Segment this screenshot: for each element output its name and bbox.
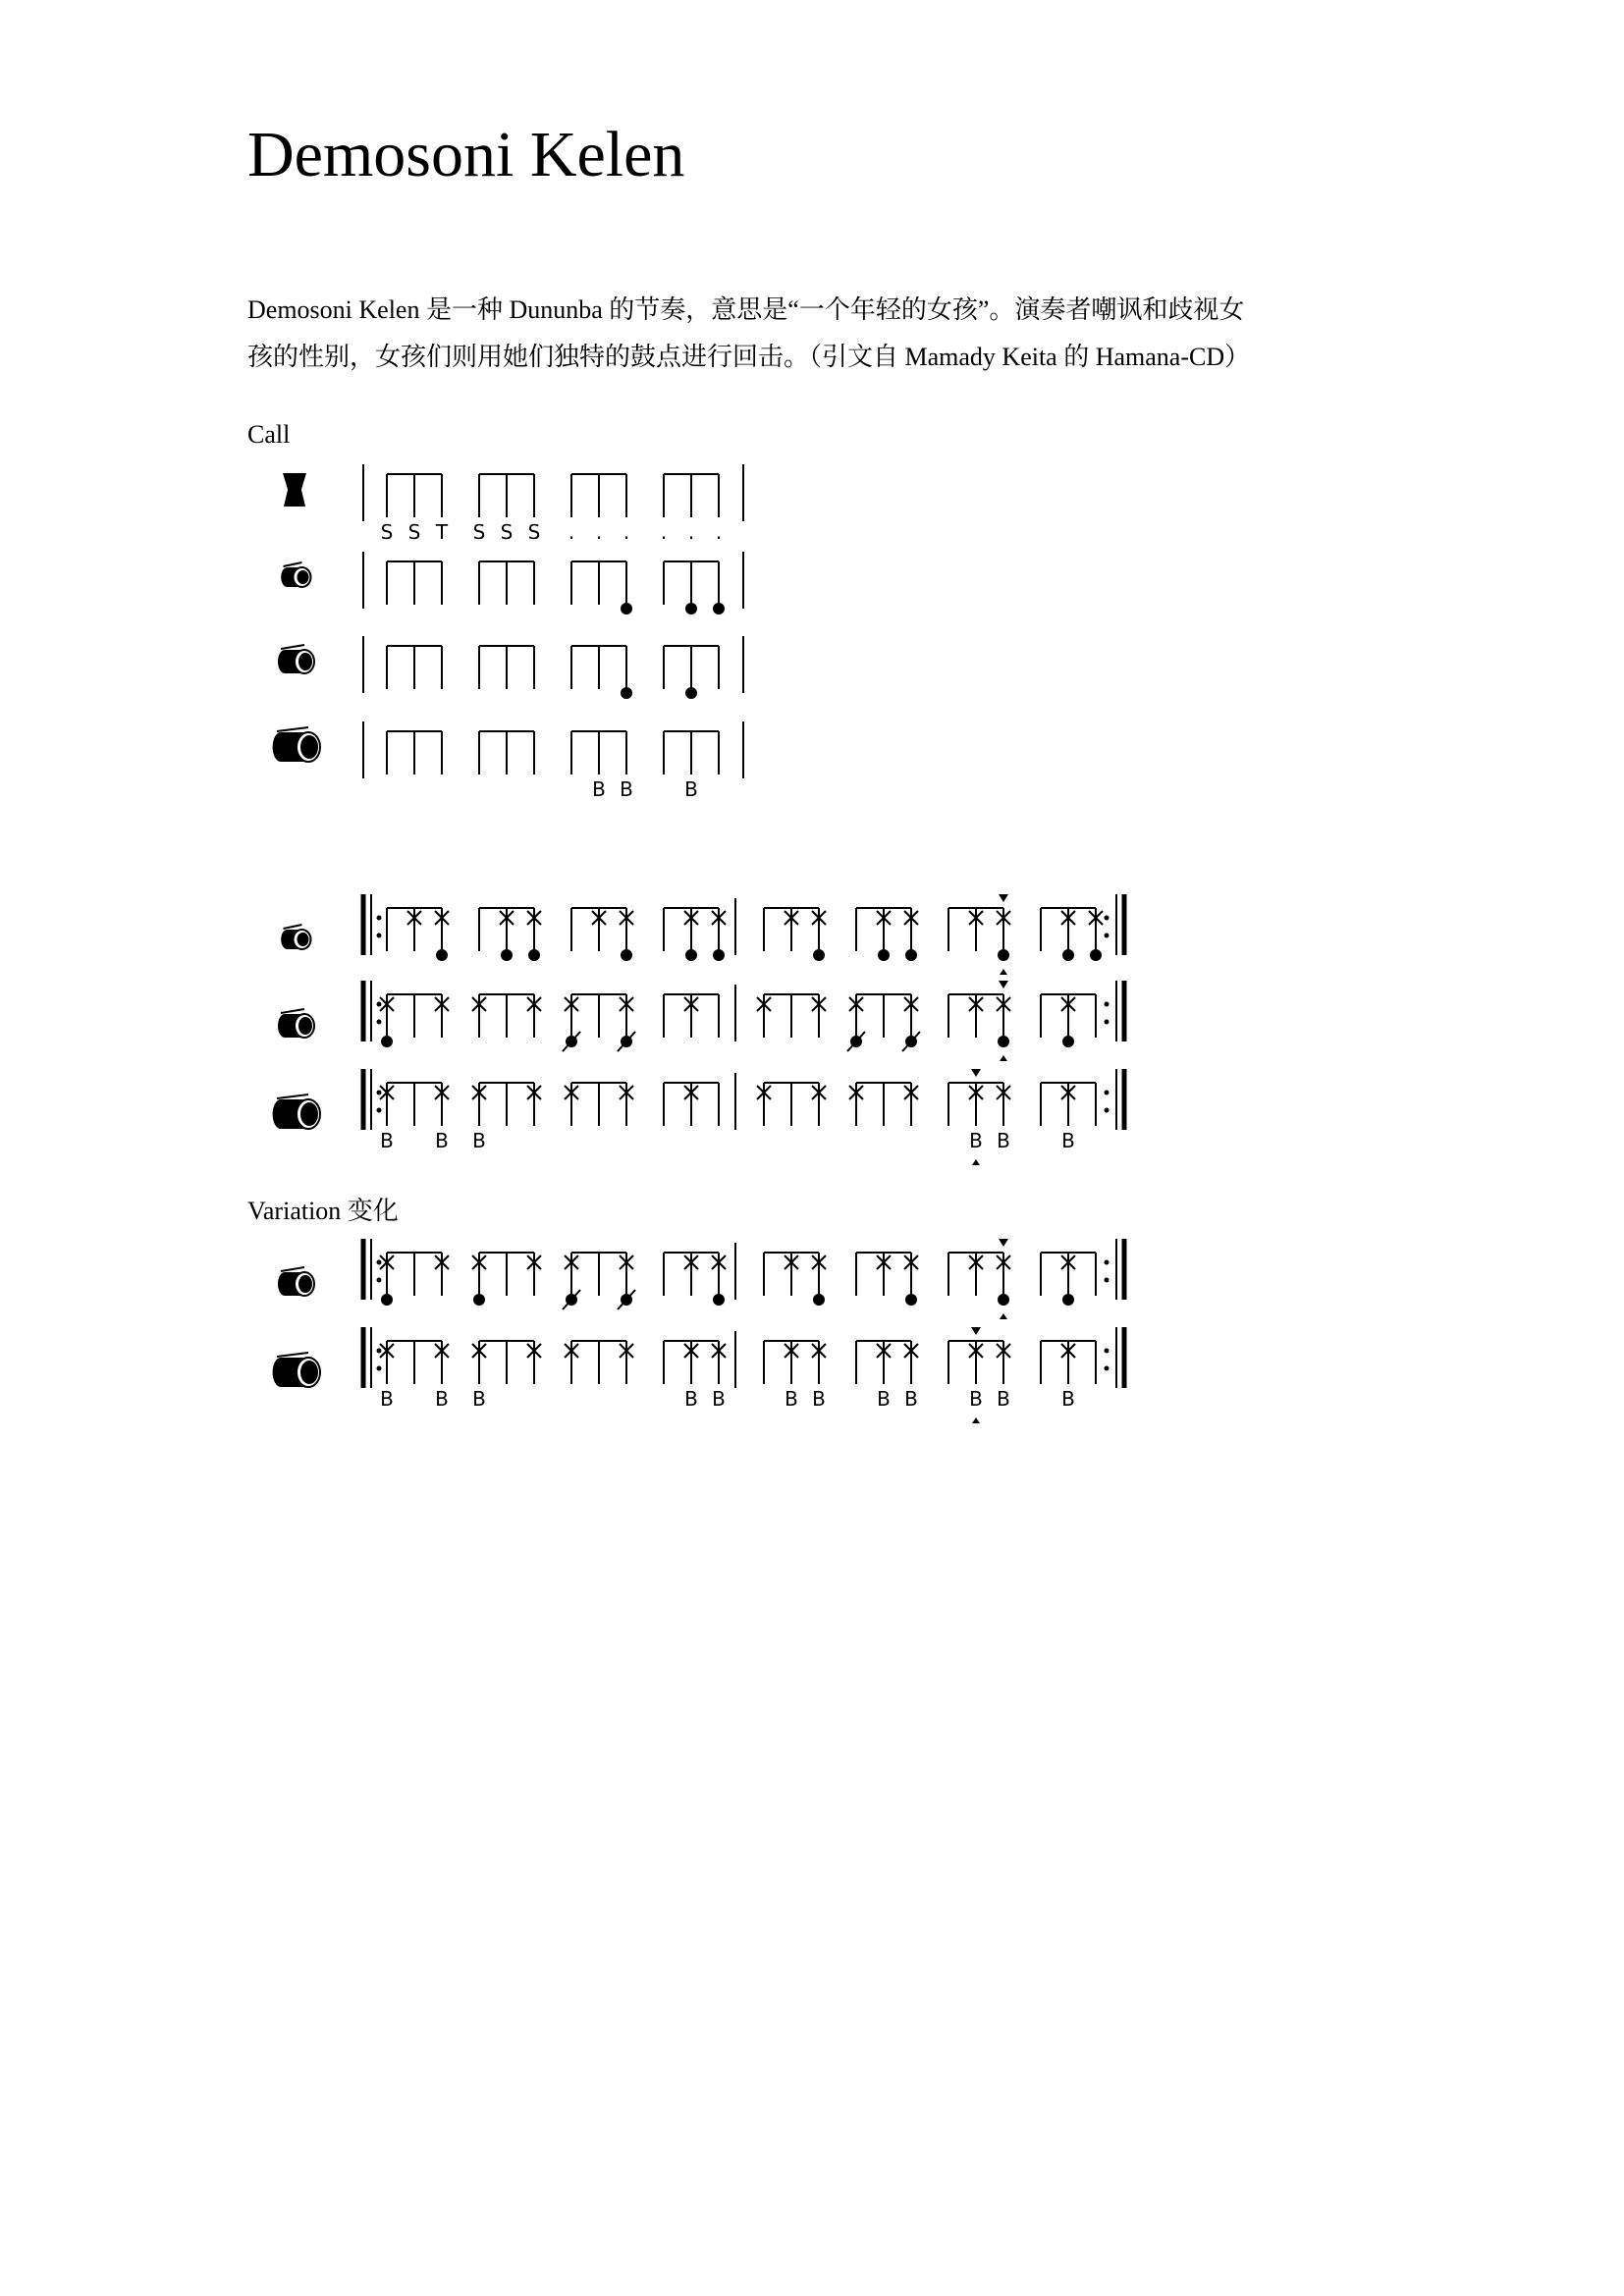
drum-head-inner xyxy=(298,1275,312,1293)
intro-line-2: 孩的性别，女孩们则用她们独特的鼓点进行回击。（引文自 Mamady Keita 的 Hamana-CD） xyxy=(247,343,1251,371)
drum-head-inner xyxy=(298,653,312,670)
score-row-sangban xyxy=(363,636,743,699)
stroke-letter: B xyxy=(472,1129,486,1152)
drum-back xyxy=(273,1358,290,1387)
score-row-dununba xyxy=(363,721,743,801)
accent-top xyxy=(999,1239,1008,1247)
repeat-dot xyxy=(1105,1108,1110,1113)
stroke-letter: B xyxy=(712,1387,726,1411)
page-title: Demosoni Kelen xyxy=(247,119,685,190)
open-stroke xyxy=(813,949,825,961)
open-stroke xyxy=(436,949,448,961)
accent-top xyxy=(971,1069,981,1077)
drum-back xyxy=(278,650,292,673)
stroke-letter: B xyxy=(969,1129,983,1152)
score-row-kenkeni xyxy=(363,894,1124,975)
accent-top xyxy=(999,981,1008,988)
accent-top xyxy=(971,1327,981,1335)
repeat-dot xyxy=(1105,1260,1110,1265)
djembe-body xyxy=(283,473,306,507)
stroke-letter: B xyxy=(1061,1387,1075,1411)
open-stroke xyxy=(528,949,540,961)
open-stroke xyxy=(621,687,632,699)
repeat-dot xyxy=(1105,916,1110,921)
rest-dot: . xyxy=(568,520,575,544)
open-stroke xyxy=(1062,1036,1074,1047)
accent-bottom xyxy=(1000,969,1007,975)
stroke-letter: T xyxy=(435,520,449,544)
drum-stick xyxy=(281,645,304,649)
drum-back xyxy=(278,1272,292,1296)
repeat-dot xyxy=(1105,1091,1110,1095)
repeat-dot xyxy=(1105,1020,1110,1025)
drum-back xyxy=(281,567,294,587)
stroke-letter: S xyxy=(380,520,394,544)
stroke-letter: B xyxy=(592,777,606,801)
repeat-dot xyxy=(377,1091,382,1095)
repeat-dot xyxy=(377,934,382,938)
drum-stick xyxy=(277,1353,308,1357)
stroke-letter: B xyxy=(904,1387,918,1411)
stroke-letter: B xyxy=(785,1387,798,1411)
drum-back xyxy=(278,1014,292,1038)
stroke-letter: B xyxy=(877,1387,891,1411)
score-row-dununba xyxy=(363,1327,1124,1423)
open-stroke xyxy=(621,603,632,614)
open-stroke xyxy=(473,1294,485,1306)
repeat-dot xyxy=(377,1020,382,1025)
drum-head-inner xyxy=(300,735,318,759)
open-stroke xyxy=(685,687,697,699)
drum-head-inner xyxy=(298,933,309,946)
drum-back xyxy=(273,1099,290,1129)
open-stroke xyxy=(685,949,697,961)
accent-bottom xyxy=(1000,1313,1007,1319)
repeat-dot xyxy=(377,1278,382,1283)
open-stroke xyxy=(813,1294,825,1306)
stroke-letter: B xyxy=(684,1387,698,1411)
drum-stick xyxy=(277,727,308,731)
stroke-letter: B xyxy=(435,1387,449,1411)
stroke-letter: B xyxy=(380,1387,394,1411)
open-stroke xyxy=(381,1036,393,1047)
repeat-dot xyxy=(377,1002,382,1007)
repeat-dot xyxy=(1105,934,1110,938)
stroke-letter: S xyxy=(407,520,421,544)
accent-bottom xyxy=(1000,1055,1007,1061)
open-stroke xyxy=(621,949,632,961)
dununba-icon xyxy=(273,1353,320,1387)
call-section-label: Call xyxy=(247,420,291,449)
open-stroke xyxy=(685,603,697,614)
stroke-letter: B xyxy=(812,1387,826,1411)
repeat-dot xyxy=(1105,1349,1110,1354)
kenkeni-icon xyxy=(281,925,310,949)
drum-stick xyxy=(281,1009,304,1013)
open-stroke xyxy=(713,1294,725,1306)
stroke-letter: S xyxy=(500,520,514,544)
stroke-letter: B xyxy=(997,1129,1010,1152)
open-stroke xyxy=(1062,1294,1074,1306)
drum-stick xyxy=(284,925,302,929)
rest-dot: . xyxy=(660,520,668,544)
stroke-letter: S xyxy=(472,520,486,544)
stroke-letter: B xyxy=(472,1387,486,1411)
open-stroke xyxy=(713,603,725,614)
drum-head-inner xyxy=(300,1361,318,1384)
open-stroke xyxy=(905,949,917,961)
open-stroke xyxy=(998,1036,1009,1047)
rest-dot: . xyxy=(715,520,723,544)
open-stroke xyxy=(1062,949,1074,961)
drum-head-inner xyxy=(298,1017,312,1035)
sangban-icon xyxy=(278,645,314,673)
accent-top xyxy=(999,894,1008,902)
variation-section-label: Variation 变化 xyxy=(247,1197,399,1225)
score-row-sangban xyxy=(363,1239,1124,1319)
rest-dot: . xyxy=(687,520,695,544)
stroke-letter: S xyxy=(527,520,541,544)
rest-dot: . xyxy=(595,520,603,544)
repeat-dot xyxy=(1105,1278,1110,1283)
score-row-sangban xyxy=(363,981,1124,1061)
drum-back xyxy=(281,930,294,949)
drum-head-inner xyxy=(300,1102,318,1126)
accent-bottom xyxy=(972,1159,980,1165)
stroke-letter: B xyxy=(435,1129,449,1152)
dununba-icon xyxy=(273,727,320,762)
stroke-letter: B xyxy=(997,1387,1010,1411)
repeat-dot xyxy=(1105,1366,1110,1371)
repeat-dot xyxy=(377,916,382,921)
stroke-letter: B xyxy=(1061,1129,1075,1152)
score-row-kenkeni xyxy=(363,552,743,614)
drum-stick xyxy=(281,1267,304,1271)
drum-head-inner xyxy=(298,570,309,584)
repeat-dot xyxy=(377,1108,382,1113)
accent-bottom xyxy=(972,1417,980,1423)
score-row-dununba xyxy=(363,1069,1124,1165)
drum-stick xyxy=(284,562,302,566)
intro-line-1: Demosoni Kelen 是一种 Dununba 的节奏，意思是“一个年轻的女孩”。演奏者嘲讽和歧视女 xyxy=(247,295,1245,324)
drum-stick xyxy=(277,1095,308,1098)
stroke-letter: B xyxy=(380,1129,394,1152)
rest-dot: . xyxy=(623,520,630,544)
djembe-icon xyxy=(283,473,306,507)
repeat-dot xyxy=(377,1260,382,1265)
score-row-djembe xyxy=(363,464,743,544)
dununba-icon xyxy=(273,1095,320,1129)
open-stroke xyxy=(501,949,513,961)
sangban-icon xyxy=(278,1267,314,1296)
open-stroke xyxy=(998,949,1009,961)
stroke-letter: B xyxy=(620,777,633,801)
open-stroke xyxy=(998,1294,1009,1306)
repeat-dot xyxy=(377,1349,382,1354)
drum-back xyxy=(273,732,290,762)
open-stroke xyxy=(381,1294,393,1306)
open-stroke xyxy=(905,1294,917,1306)
stroke-letter: B xyxy=(684,777,698,801)
stroke-letter: B xyxy=(969,1387,983,1411)
repeat-dot xyxy=(377,1366,382,1371)
open-stroke xyxy=(1090,949,1102,961)
open-stroke xyxy=(878,949,890,961)
repeat-dot xyxy=(1105,1002,1110,1007)
kenkeni-icon xyxy=(281,562,310,587)
sangban-icon xyxy=(278,1009,314,1038)
open-stroke xyxy=(713,949,725,961)
